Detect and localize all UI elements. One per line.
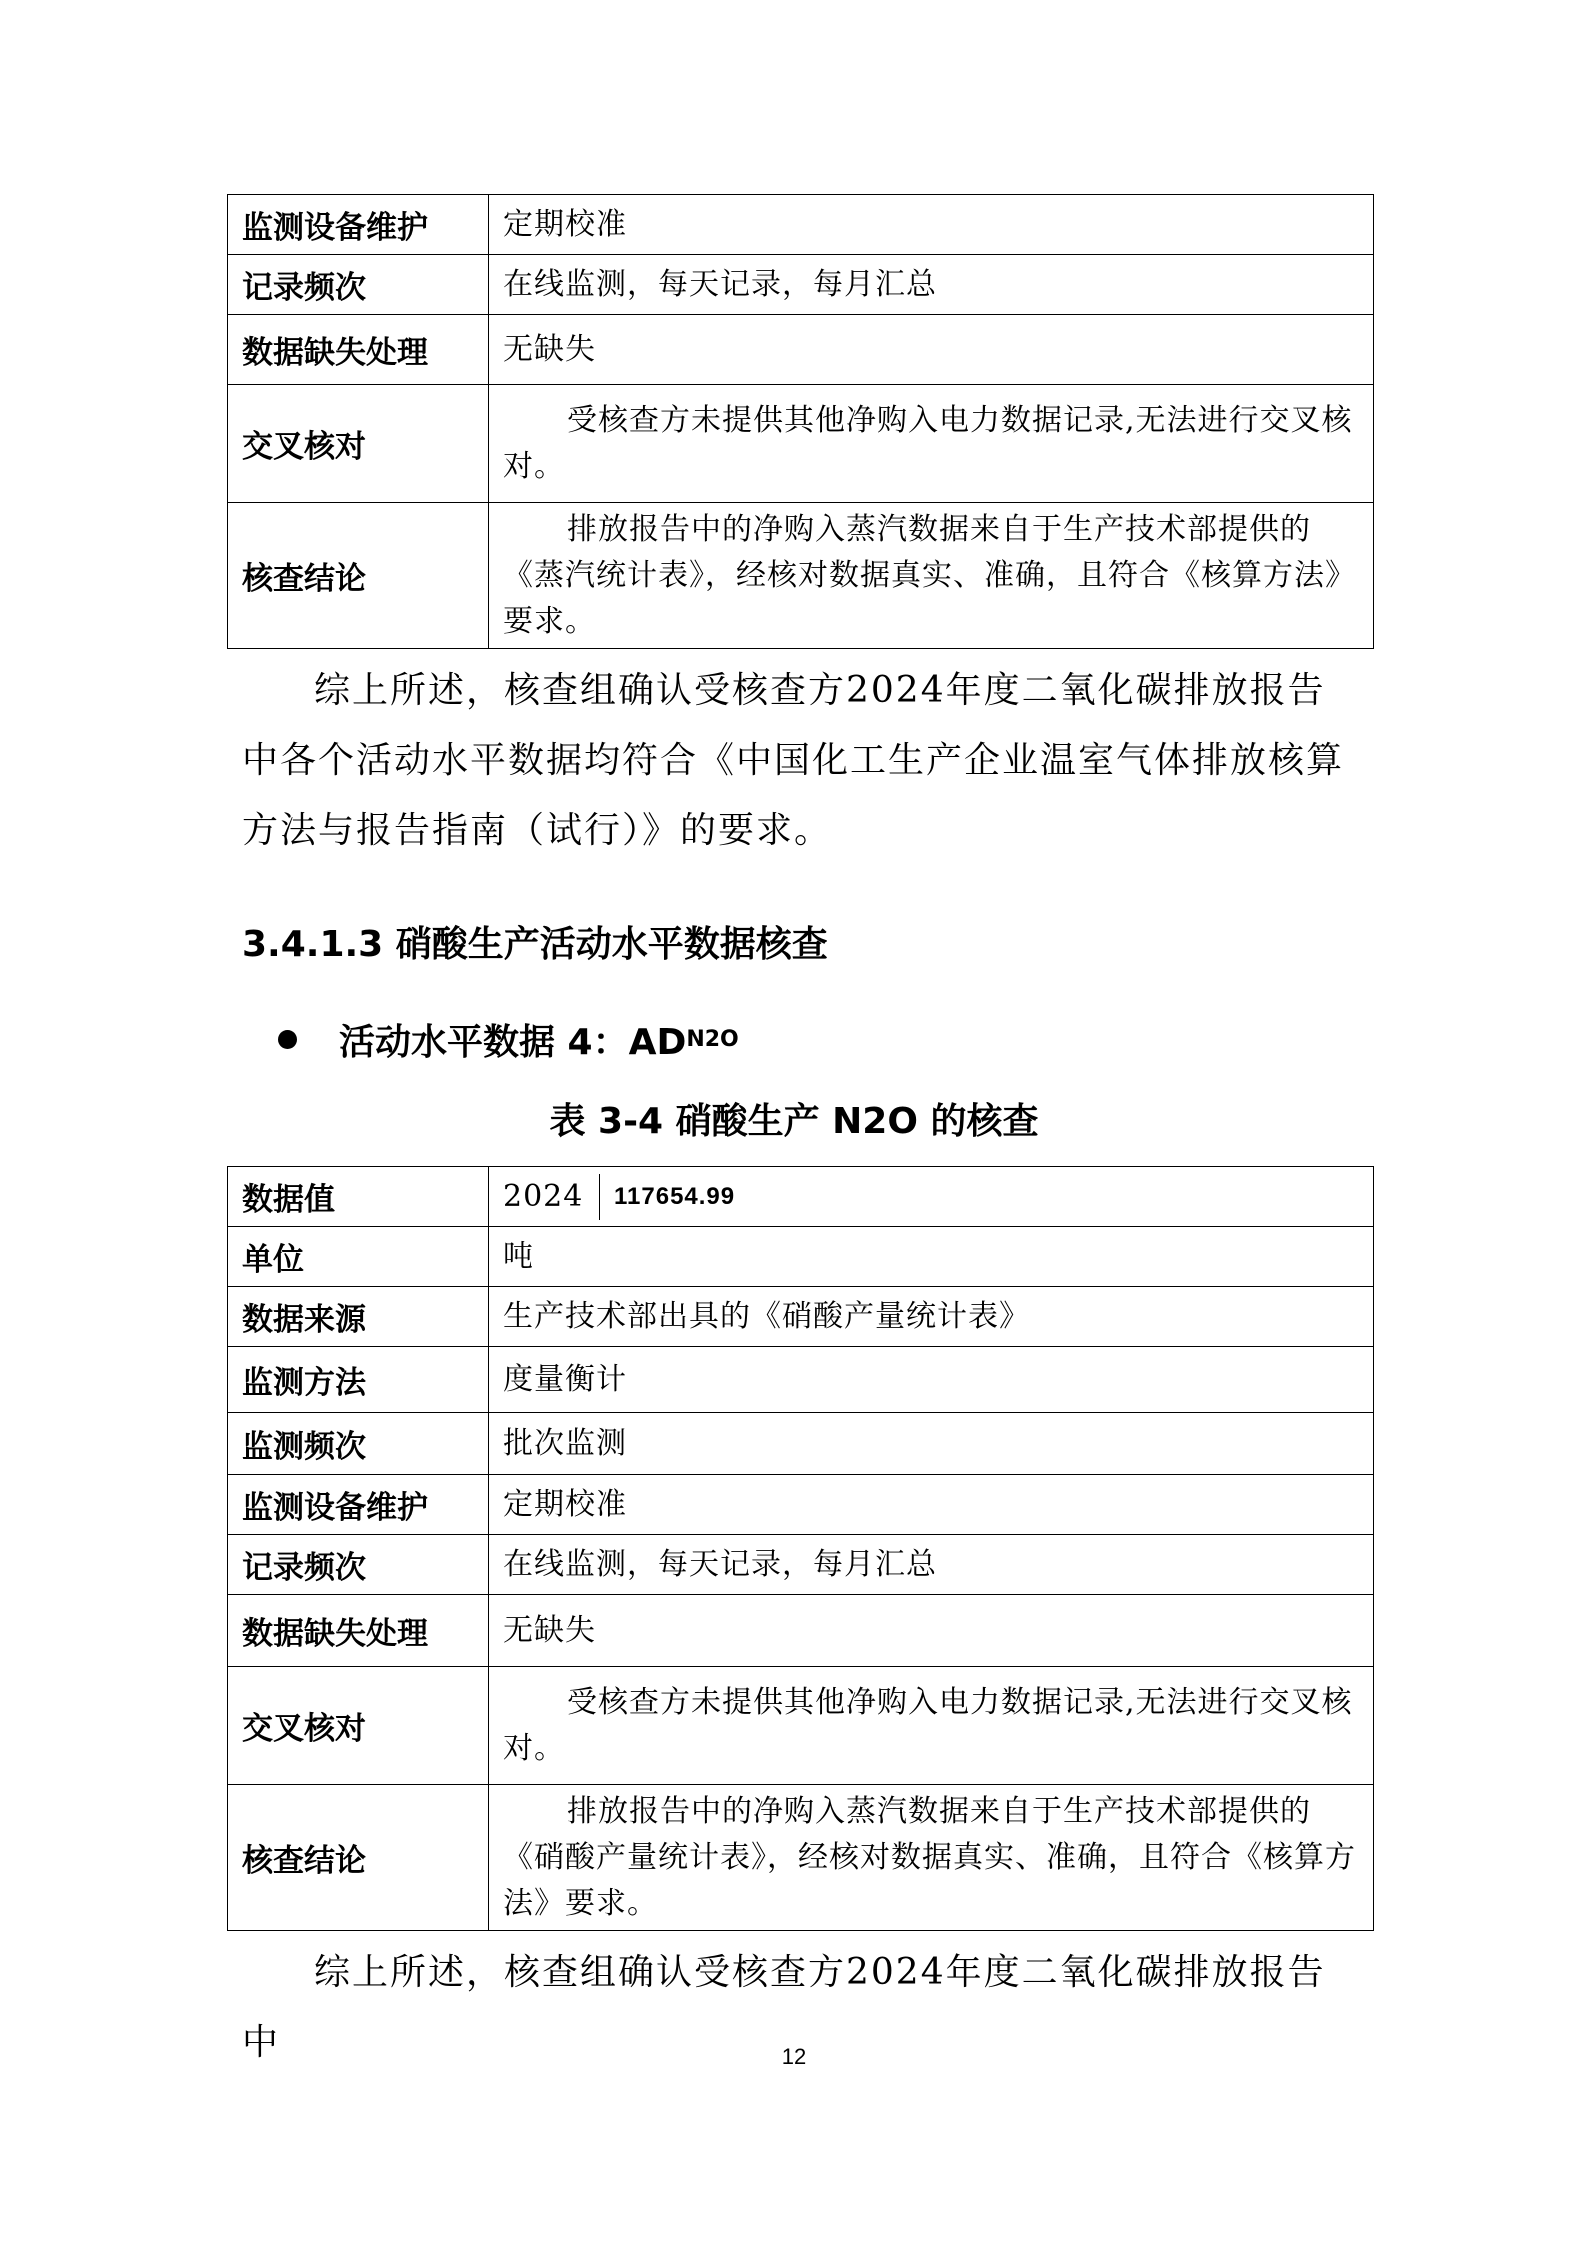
row-label: 数据缺失处理: [228, 1595, 489, 1667]
row-value: 生产技术部出具的《硝酸产量统计表》: [489, 1287, 1374, 1347]
row-value: 排放报告中的净购入蒸汽数据来自于生产技术部提供的《蒸汽统计表》，经核对数据真实、准确，且符合《核算方法》要求。: [503, 511, 1356, 639]
row-label: 监测方法: [228, 1347, 489, 1413]
verification-table: [227, 1166, 1374, 1931]
table-row: [228, 1475, 1374, 1535]
row-label: 记录频次: [228, 1535, 489, 1595]
table-row: [228, 255, 1374, 315]
bullet-icon: [278, 1030, 297, 1049]
section-heading: 3.4.1.3 硝酸生产活动水平数据核查: [242, 924, 828, 965]
row-value: 吨: [489, 1227, 1374, 1287]
row-value: 无缺失: [489, 315, 1374, 385]
bullet-item: [278, 1014, 739, 1065]
table-row: [228, 1167, 1374, 1227]
table-row: [228, 315, 1374, 385]
page-number: 12: [781, 2044, 807, 2069]
row-label: 监测频次: [228, 1413, 489, 1475]
row-value: 在线监测，每天记录，每月汇总: [489, 1535, 1374, 1595]
row-value: 定期校准: [489, 1475, 1374, 1535]
row-label: 数据来源: [228, 1287, 489, 1347]
verification-table-continued: [227, 194, 1374, 649]
table-row: [228, 1785, 1374, 1931]
row-label: 监测设备维护: [228, 1475, 489, 1535]
table-row: [228, 1347, 1374, 1413]
row-value: 在线监测，每天记录，每月汇总: [489, 255, 1374, 315]
row-value: 受核查方未提供其他净购入电力数据记录,无法进行交叉核对。: [503, 1684, 1353, 1766]
table-row: [228, 195, 1374, 255]
table-row: [228, 1287, 1374, 1347]
row-value: 受核查方未提供其他净购入电力数据记录,无法进行交叉核对。: [503, 402, 1353, 484]
table-row: [228, 1535, 1374, 1595]
summary-paragraph: 综上所述，核查组确认受核查方2024年度二氧化碳排放报告中: [242, 1952, 1326, 2063]
data-value: 117654.99: [614, 1182, 736, 1210]
row-value: 无缺失: [489, 1595, 1374, 1667]
table-row: [228, 503, 1374, 649]
table-row: [228, 385, 1374, 503]
row-value: 排放报告中的净购入蒸汽数据来自于生产技术部提供的《硝酸产量统计表》，经核对数据真实、准确，且符合《核算方法》要求。: [503, 1793, 1356, 1921]
bullet-subscript: N2O: [686, 1027, 739, 1052]
row-label: 单位: [228, 1227, 489, 1287]
bullet-text: 活动水平数据 4：AD: [339, 1022, 687, 1063]
row-value: 度量衡计: [489, 1347, 1374, 1413]
table-row: [228, 1413, 1374, 1475]
summary-paragraph: 综上所述，核查组确认受核查方2024年度二氧化碳排放报告中各个活动水平数据均符合《中国化工生产企业温室气体排放核算方法与报告指南（试行）》的要求。: [242, 670, 1345, 851]
row-value: 定期校准: [489, 195, 1374, 255]
table-row: [228, 1667, 1374, 1785]
row-value: 批次监测: [489, 1413, 1374, 1475]
table-caption: 表 3-4 硝酸生产 N2O 的核查: [549, 1101, 1039, 1142]
row-label: 数据缺失处理: [228, 315, 489, 385]
row-label: 记录频次: [228, 255, 489, 315]
row-label: 监测设备维护: [228, 195, 489, 255]
row-label: 核查结论: [228, 503, 489, 649]
table-row: [228, 1227, 1374, 1287]
row-label: 交叉核对: [228, 1667, 489, 1785]
row-label: 核查结论: [228, 1785, 489, 1931]
row-label: 交叉核对: [228, 385, 489, 503]
table-row: [228, 1595, 1374, 1667]
row-label: 数据值: [228, 1167, 489, 1227]
year-cell: 2024: [489, 1174, 600, 1220]
